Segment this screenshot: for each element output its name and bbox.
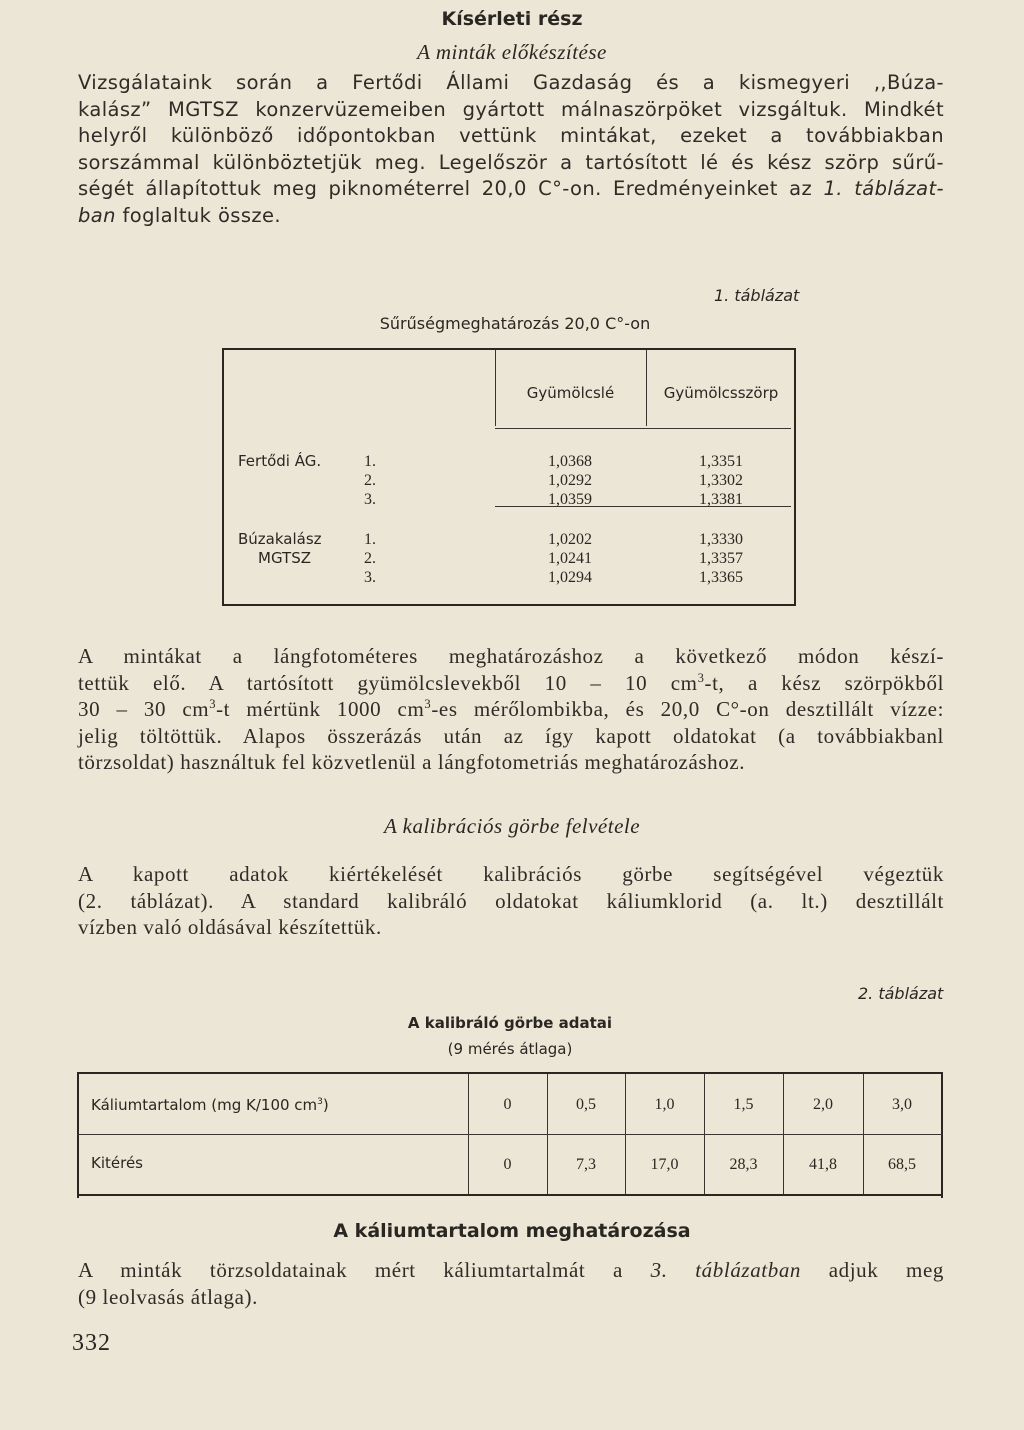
paragraph-potassium bbox=[78, 1257, 944, 1310]
paragraph-line: törzsoldat) használtuk fel közvetlenül a lángfotometriás meghatározáshoz. bbox=[78, 750, 746, 774]
syrup-density: 1,3357 bbox=[699, 550, 743, 567]
syrup-density: 1,3302 bbox=[699, 472, 743, 489]
page-number: 332 bbox=[72, 1330, 111, 1356]
deflection-value: 68,5 bbox=[888, 1156, 916, 1173]
paragraph-line bbox=[78, 696, 944, 723]
table-reference: 3. táblázatban bbox=[650, 1258, 802, 1282]
text-run: adjuk meg bbox=[801, 1258, 944, 1282]
table-2-subtitle: (9 mérés átlaga) bbox=[447, 1040, 573, 1058]
table-border bbox=[941, 1072, 943, 1198]
row-label-deflection: Kitérés bbox=[91, 1154, 143, 1172]
group-label: Fertődi ÁG. bbox=[238, 452, 322, 470]
paragraph-line: Vizsgálataink során a Fertődi Állami Gazdaság és a kismegyeri ,,Búza- bbox=[78, 71, 944, 94]
paragraph-line: helyről különböző időpontokban vettünk mintákat, ezeket a továbbiakban bbox=[78, 124, 944, 147]
row-number: 3. bbox=[364, 569, 376, 586]
row-number: 2. bbox=[364, 472, 376, 489]
syrup-density: 1,3330 bbox=[699, 531, 743, 548]
juice-density: 1,0202 bbox=[548, 531, 592, 548]
syrup-density: 1,3365 bbox=[699, 569, 743, 586]
table-border bbox=[77, 1072, 79, 1198]
juice-density: 1,0368 bbox=[548, 453, 592, 470]
paragraph-line: (2. táblázat). A standard kalibráló oldatokat káliumklorid (a. lt.) desztillált bbox=[78, 888, 944, 913]
paragraph-line: jelig töltöttük. Alapos összerázás után az így kapott oldatokat (a továbbiakbanl bbox=[78, 723, 944, 748]
text-run: ségét állapítottuk meg piknométerrel 20,0 C°-on. Eredményeinket az bbox=[78, 177, 824, 200]
text-run: foglaltuk össze. bbox=[115, 203, 282, 227]
text-run: -t mértünk 1000 cm bbox=[216, 697, 425, 721]
potassium-value: 1,5 bbox=[733, 1096, 754, 1113]
paragraph-line bbox=[78, 670, 944, 697]
row-number: 3. bbox=[364, 491, 376, 508]
superscript: 3 bbox=[697, 670, 705, 685]
paragraph-calibration bbox=[78, 861, 944, 941]
deflection-value: 0 bbox=[503, 1156, 512, 1173]
paragraph-line bbox=[78, 1257, 944, 1284]
paragraph-sample-method bbox=[78, 643, 944, 776]
text-run: ) bbox=[322, 1096, 329, 1114]
syrup-density: 1,3381 bbox=[699, 491, 743, 508]
row-number: 1. bbox=[364, 531, 376, 548]
superscript: 3 bbox=[424, 697, 432, 711]
subsection-title-sample-prep: A minták előkészítése bbox=[417, 40, 607, 64]
table-divider bbox=[495, 428, 791, 429]
table-2-caption: 2. táblázat bbox=[858, 984, 944, 1003]
table-divider bbox=[77, 1134, 943, 1135]
paragraph-line: A kapott adatok kiértékelését kalibrációs görbe segítségével végeztük bbox=[78, 862, 944, 886]
paragraph-line: kalász” MGTSZ konzervüzemeiben gyártott málnaszörpöket vizsgáltuk. Mindkét bbox=[78, 97, 944, 121]
table-1-caption: 1. táblázat bbox=[714, 286, 800, 305]
paragraph-line bbox=[78, 203, 944, 230]
potassium-value: 0,5 bbox=[576, 1096, 596, 1113]
paragraph-line: vízben való oldásával készítettük. bbox=[78, 915, 382, 939]
potassium-value: 3,0 bbox=[892, 1096, 912, 1113]
text-run: -es mérőlombikba, és 20,0 C°-on desztillált vízze: bbox=[431, 697, 944, 721]
superscript: 3 bbox=[209, 697, 217, 711]
paragraph-line: sorszámmal különböztetjük meg. Legelőször a tartósított lé és kész szörp sűrű- bbox=[78, 150, 944, 174]
potassium-value: 0 bbox=[503, 1096, 512, 1113]
juice-density: 1,0241 bbox=[548, 550, 592, 567]
paragraph-line: (9 leolvasás átlaga). bbox=[78, 1284, 258, 1309]
table-2-title: A kalibráló görbe adatai bbox=[407, 1014, 613, 1032]
subsection-title-calibration: A kalibrációs görbe felvétele bbox=[383, 814, 641, 838]
table-reference: 1. táblázat- bbox=[823, 177, 944, 200]
deflection-value: 28,3 bbox=[729, 1156, 758, 1173]
col-header-syrup: Gyümölcsszörp bbox=[663, 384, 779, 402]
deflection-value: 7,3 bbox=[576, 1156, 596, 1173]
table-reference: ban bbox=[78, 203, 116, 227]
col-header-juice: Gyümölcslé bbox=[526, 384, 615, 402]
potassium-value: 1,0 bbox=[654, 1096, 675, 1113]
syrup-density: 1,3351 bbox=[699, 453, 743, 470]
superscript: 3 bbox=[317, 1097, 323, 1107]
row-number: 2. bbox=[364, 550, 376, 567]
text-run: tettük elő. A tartósított gyümölcslevekből 10 – 10 cm bbox=[78, 670, 698, 695]
density-table bbox=[222, 348, 796, 606]
paragraph-line: A mintákat a lángfotométeres meghatározáshoz a következő módon készí- bbox=[78, 644, 944, 668]
text-run: A minták törzsoldatainak mért káliumtartalmát a bbox=[78, 1258, 651, 1282]
row-number: 1. bbox=[364, 453, 376, 470]
section-title-potassium: A káliumtartalom meghatározása bbox=[333, 1220, 691, 1242]
potassium-value: 2,0 bbox=[813, 1096, 833, 1113]
deflection-value: 41,8 bbox=[809, 1156, 837, 1173]
section-title: Kísérleti rész bbox=[441, 8, 583, 30]
group-label: Búzakalász bbox=[238, 530, 322, 548]
paragraph-intro bbox=[78, 70, 944, 229]
group-label: MGTSZ bbox=[258, 549, 311, 567]
juice-density: 1,0359 bbox=[548, 491, 592, 508]
paragraph-line bbox=[78, 176, 944, 203]
juice-density: 1,0294 bbox=[548, 569, 592, 586]
deflection-value: 17,0 bbox=[650, 1156, 679, 1173]
text-run: Káliumtartalom (mg K/100 cm bbox=[91, 1096, 318, 1114]
text-run: 30 – 30 cm bbox=[78, 697, 210, 721]
text-run: -t, a kész szörpökből bbox=[704, 670, 944, 695]
calibration-table bbox=[77, 1072, 943, 1196]
juice-density: 1,0292 bbox=[548, 472, 592, 489]
table-1-title: Sűrűségmeghatározás 20,0 C°-on bbox=[379, 314, 651, 333]
row-label-potassium bbox=[91, 1096, 329, 1114]
